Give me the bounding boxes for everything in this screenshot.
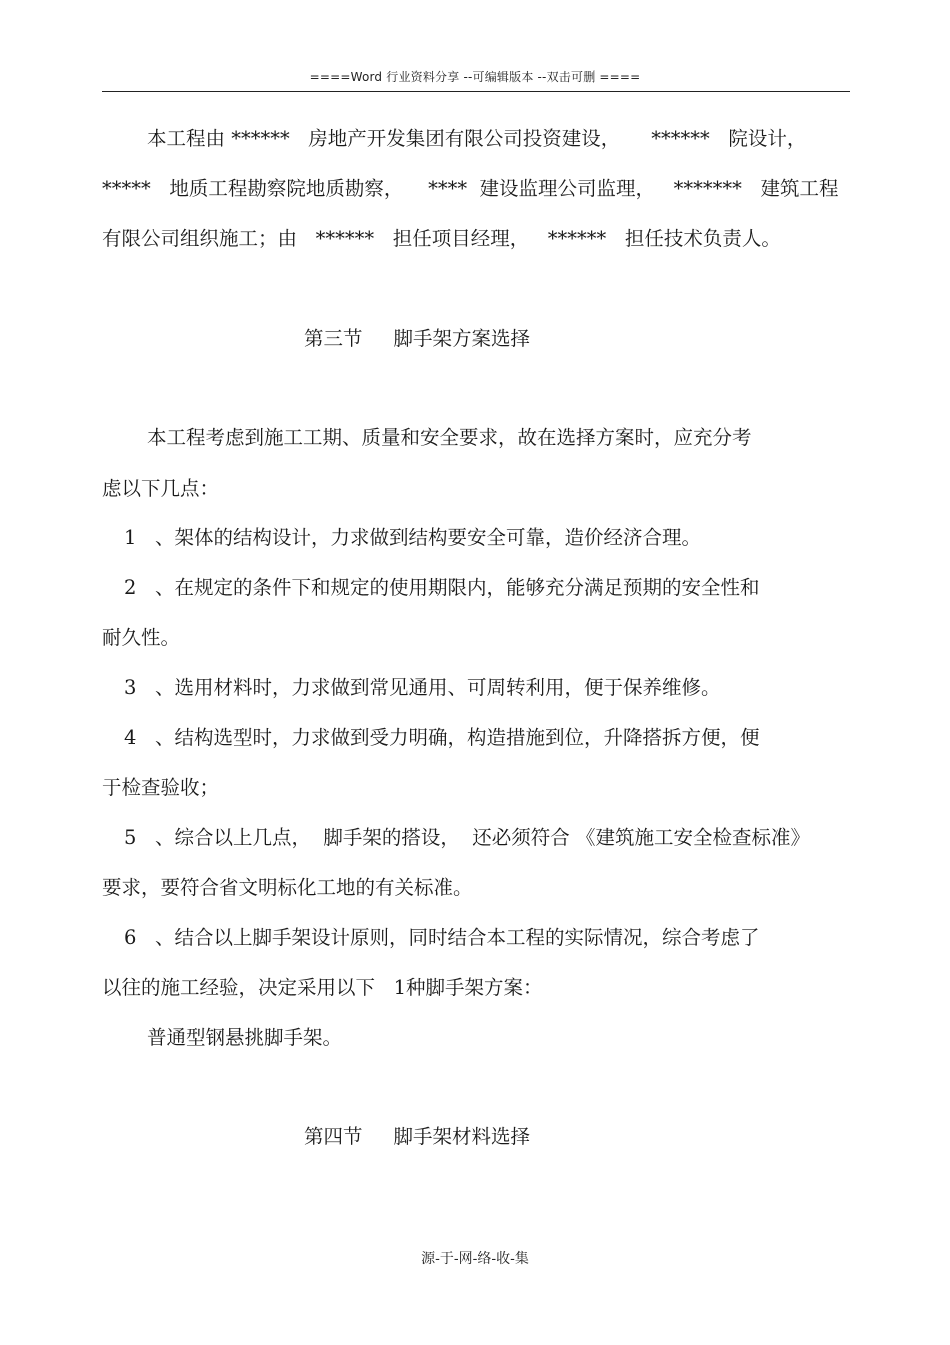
list-item-4-cont: 于检查验收；: [102, 776, 220, 799]
list-item-2: 2 、在规定的条件下和规定的使用期限内，能够充分满足预期的安全性和: [124, 576, 760, 599]
page-footer: 源-于-网-络-收-集: [421, 1251, 529, 1267]
body-line: 本工程考虑到施工工期、质量和安全要求，故在选择方案时，应充分考: [147, 426, 752, 449]
page-header: ====Word 行业资料分享 --可编辑版本 --双击可删 ====: [309, 70, 641, 84]
intro-line: ***** 地质工程勘察院地质勘察， **** 建设监理公司监理， ******* 建筑工程: [102, 177, 839, 200]
scheme-name: 普通型钢悬挑脚手架。: [147, 1026, 343, 1049]
intro-line: 本工程由 ****** 房地产开发集团有限公司投资建设， ****** 院设计，: [147, 127, 807, 150]
section-4-heading: 第四节 脚手架材料选择: [304, 1125, 530, 1148]
body-line: 虑以下几点：: [102, 477, 220, 500]
list-item-3: 3 、选用材料时，力求做到常见通用、可周转利用，便于保养维修。: [124, 676, 721, 699]
list-item-2-cont: 耐久性。: [102, 626, 181, 649]
section-3-heading: 第三节 脚手架方案选择: [304, 327, 530, 350]
list-item-5-cont: 要求，要符合省文明标化工地的有关标准。: [102, 876, 473, 899]
header-rule: [102, 91, 850, 92]
list-item-5: 5 、综合以上几点， 脚手架的搭设， 还必须符合 《建筑施工安全检查标准》: [124, 826, 810, 849]
list-item-6-cont: 以往的施工经验，决定采用以下 1种脚手架方案：: [102, 976, 543, 999]
list-item-1: 1 、架体的结构设计，力求做到结构要安全可靠，造价经济合理。: [124, 526, 702, 549]
list-item-6: 6 、结合以上脚手架设计原则，同时结合本工程的实际情况，综合考虑了: [124, 926, 760, 949]
intro-line: 有限公司组织施工；由 ****** 担任项目经理， ****** 担任技术负责人。: [102, 227, 781, 250]
list-item-4: 4 、结构选型时，力求做到受力明确，构造措施到位，升降搭拆方便，便: [124, 726, 760, 749]
